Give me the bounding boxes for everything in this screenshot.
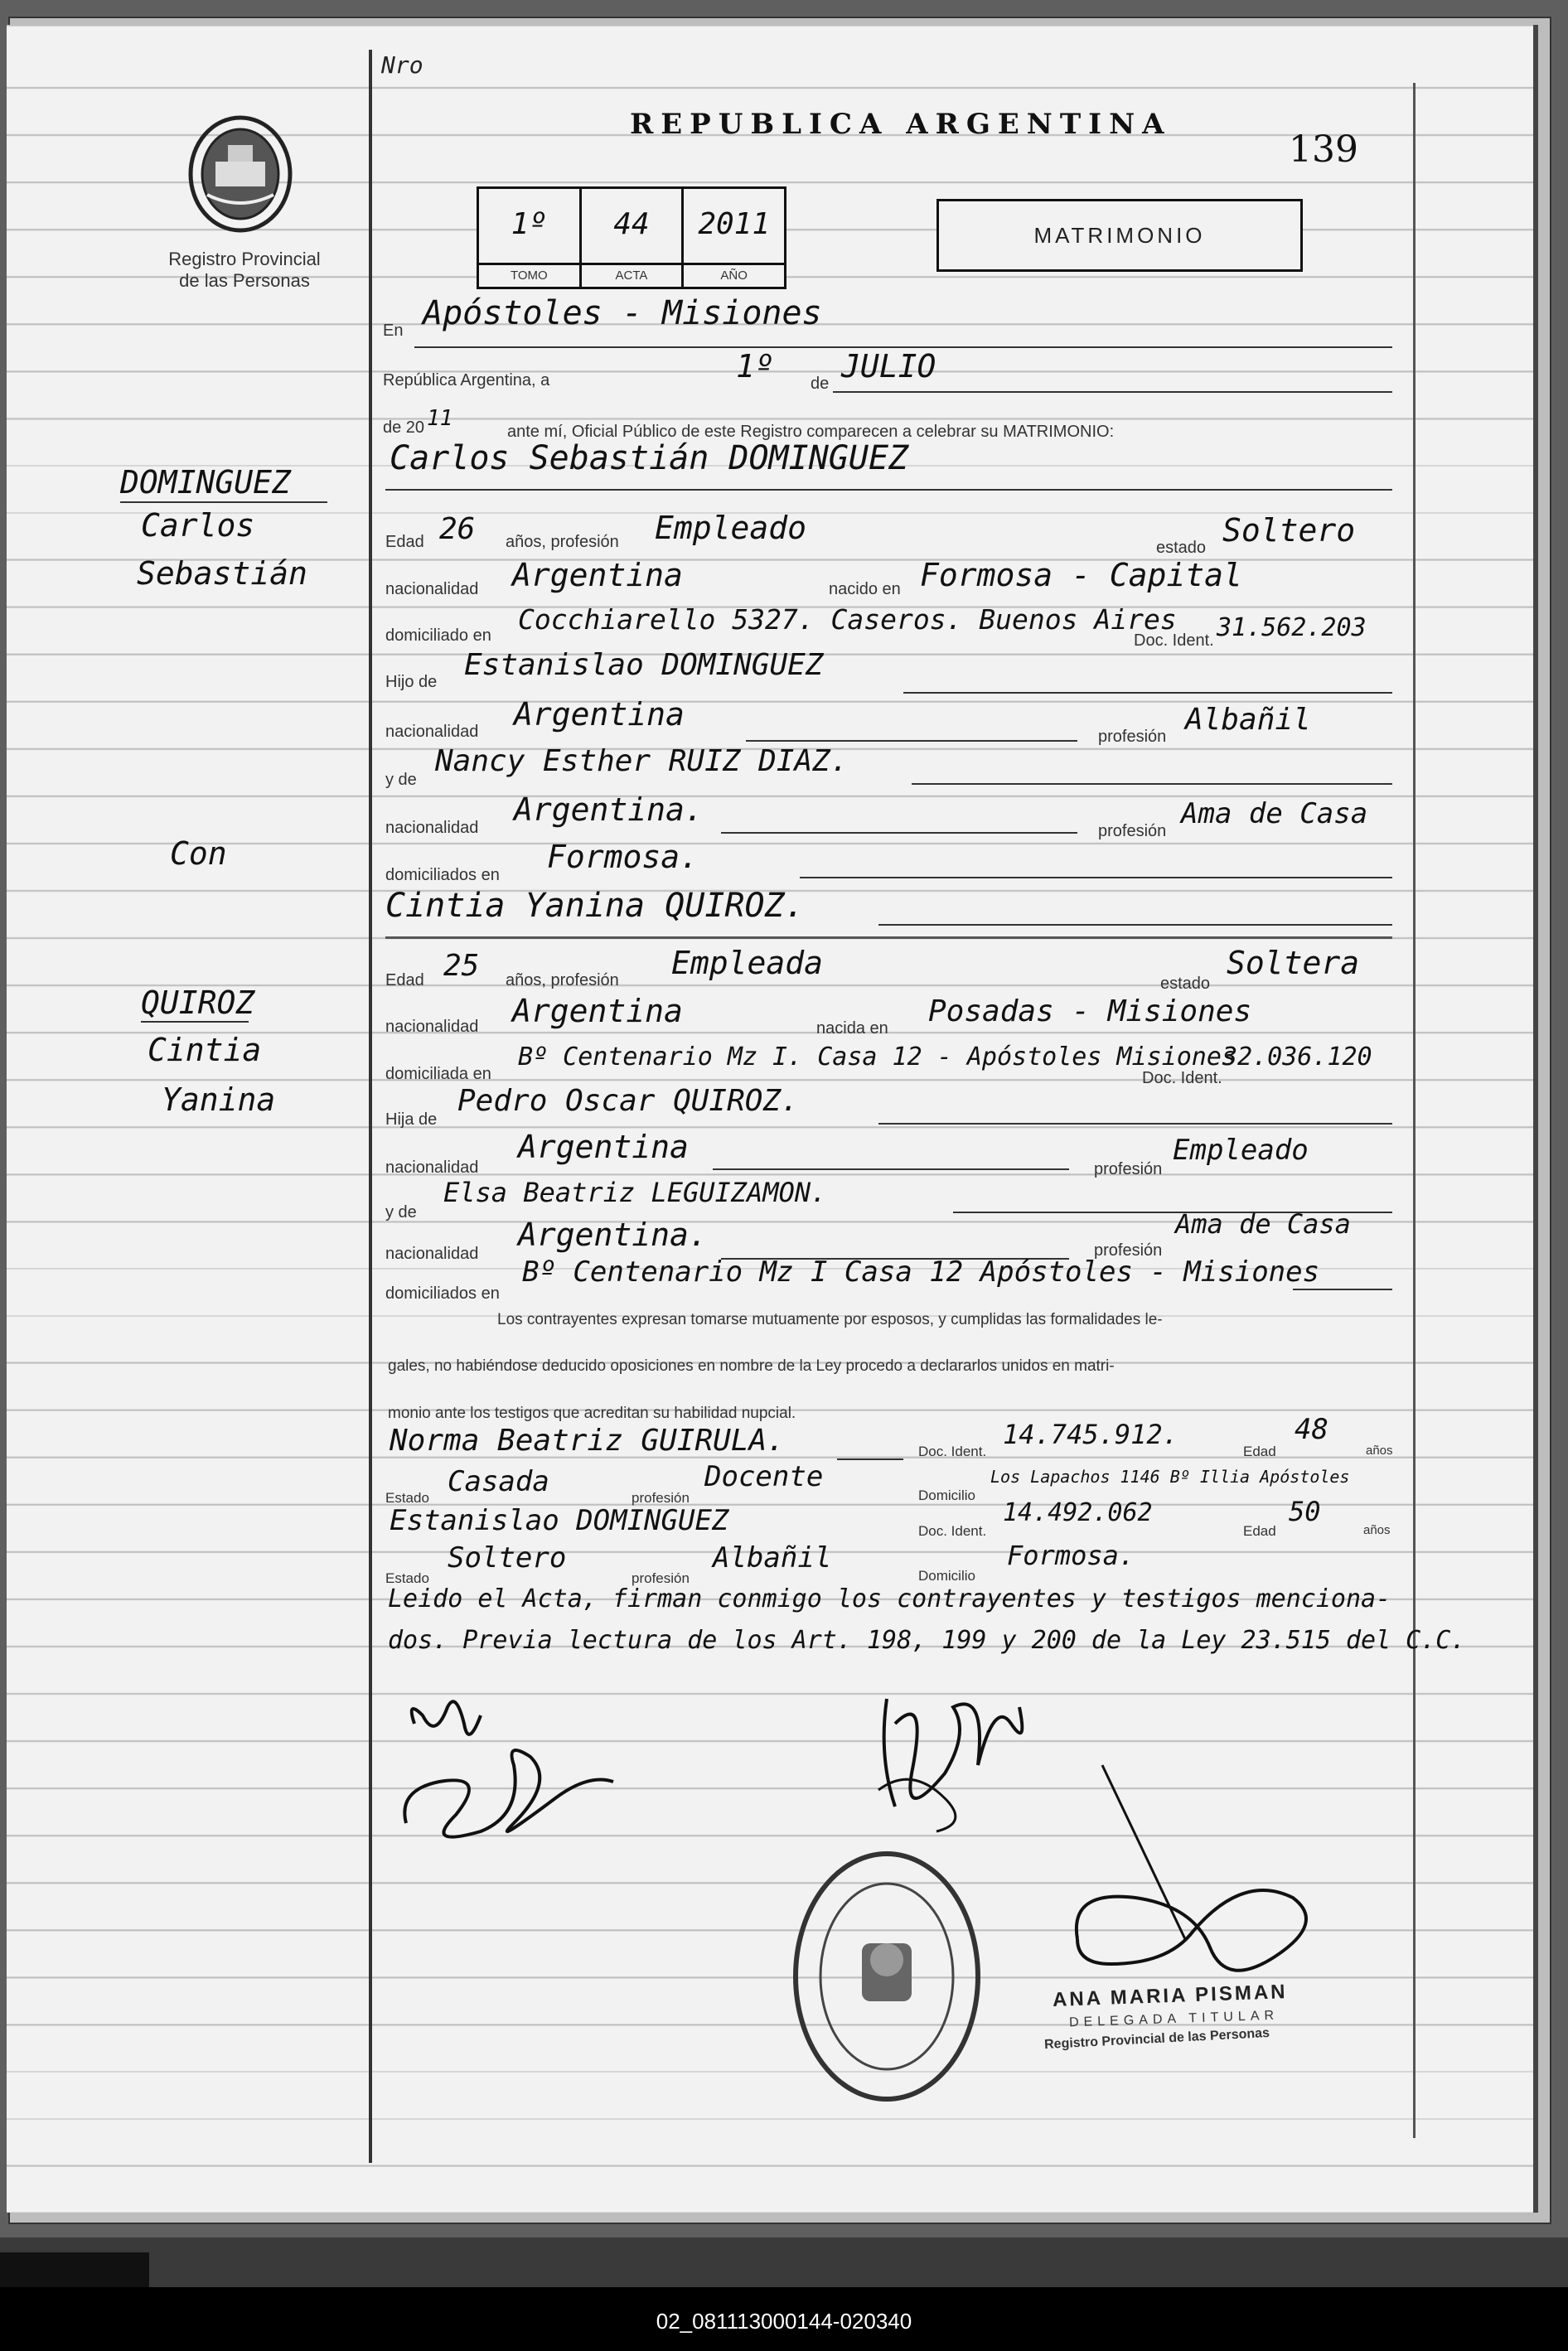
anio-label: AÑO (684, 263, 784, 287)
fill-line (903, 692, 1392, 694)
margin-con: Con (170, 835, 227, 872)
closing-line-2: dos. Previa lectura de los Art. 198, 199 y 200 de la Ley 23.515 del C.C. (388, 1626, 1466, 1655)
bride-profession: Empleada (671, 945, 824, 981)
label-domiciliados-en: domiciliados en (385, 866, 500, 884)
margin-groom-name2: Sebastián (137, 555, 307, 592)
label-domiciliados-en: domiciliados en (385, 1284, 500, 1303)
margin-underline (141, 1021, 249, 1023)
date-year-suffix: 11 (427, 406, 453, 431)
witness2-status: Soltero (448, 1541, 567, 1575)
label-estado: estado (1156, 539, 1207, 557)
witness2-name: Estanislao DOMINGUEZ (390, 1504, 729, 1537)
groom-doc: 31.562.203 (1217, 613, 1367, 642)
witness2-doc: 14.492.062 (1003, 1498, 1153, 1527)
label-edad: Edad (1243, 1523, 1276, 1539)
groom-parents-address: Formosa. (547, 839, 699, 875)
label-nacionalidad: nacionalidad (385, 723, 479, 741)
label-de-20: de 20 (383, 418, 425, 437)
label-estado: Estado (385, 1570, 429, 1586)
stamp-registry-name: Registro Provincial de las Personas (1043, 2025, 1270, 2053)
label-profesion: profesión (1098, 822, 1167, 840)
page-number: 139 (1289, 128, 1358, 171)
date-month: JULIO (841, 348, 936, 385)
acta-label: ACTA (582, 263, 682, 287)
groom-father: Estanislao DOMINGUEZ (464, 648, 824, 682)
margin-bride-surname: QUIROZ (141, 984, 255, 1021)
groom-status: Soltero (1222, 512, 1356, 549)
label-estado: estado (1160, 975, 1211, 993)
registry-name-line1: Registro Provincial (168, 249, 321, 269)
place-city: Apóstoles - Misiones (423, 294, 822, 332)
country-header: REPUBLICA ARGENTINA (630, 108, 1172, 141)
fill-line (721, 832, 1077, 834)
label-doc-ident: Doc. Ident. (918, 1444, 987, 1459)
label-estado: Estado (385, 1490, 429, 1506)
body-line-1: Los contrayentes expresan tomarse mutuamente por esposos, y cumplidas las formalidades le- (497, 1311, 1163, 1328)
label-ante-mi: ante mí, Oficial Público de este Registro comparecen a celebrar su MATRIMONIO: (507, 423, 1115, 441)
registry-seal-logo (182, 112, 298, 236)
witness1-doc: 14.745.912. (1003, 1419, 1178, 1450)
bride-full-name: Cintia Yanina QUIROZ. (385, 887, 805, 925)
fill-line (837, 1458, 903, 1460)
groom-mother-profession: Ama de Casa (1181, 797, 1368, 830)
fill-line (1293, 1289, 1392, 1290)
label-nacionalidad: nacionalidad (385, 580, 479, 598)
fill-line (746, 740, 1077, 742)
label-edad: Edad (385, 971, 424, 989)
section-divider (385, 936, 1392, 939)
label-domicilio: Domicilio (918, 1568, 975, 1584)
bride-mother-nationality: Argentina. (518, 1217, 708, 1253)
label-anios: años (1366, 1444, 1393, 1458)
registry-name (141, 249, 348, 292)
label-doc-ident: Doc. Ident. (1134, 631, 1214, 650)
margin-groom-surname: DOMINGUEZ (120, 464, 291, 501)
bride-mother: Elsa Beatriz LEGUIZAMON. (443, 1177, 827, 1208)
label-hijo-de: Hijo de (385, 673, 438, 691)
label-edad: Edad (385, 533, 424, 551)
closing-line-1: Leido el Acta, firman conmigo los contrayentes y testigos menciona- (388, 1584, 1391, 1613)
witness2-age: 50 (1289, 1496, 1321, 1527)
margin-underline (120, 501, 327, 503)
bride-mother-profession: Ama de Casa (1175, 1208, 1351, 1240)
margin-bride-name1: Cintia (148, 1032, 262, 1068)
fill-line (713, 1168, 1069, 1170)
nro-mark: Nro (381, 51, 423, 79)
bride-father: Pedro Oscar QUIROZ. (457, 1084, 799, 1118)
body-line-2: gales, no habiéndose deducido oposiciones en nombre de la Ley procedo a declararlos unidos en matri- (388, 1357, 1115, 1375)
fill-line (878, 924, 1392, 926)
stamp-official-name: ANA MARIA PISMAN (1052, 1981, 1288, 2011)
tomo-value: 1º (511, 207, 548, 241)
fill-line (912, 783, 1392, 785)
label-republica: República Argentina, a (383, 371, 550, 389)
groom-mother: Nancy Esther RUIZ DIAZ. (435, 744, 849, 778)
fill-line (800, 877, 1392, 878)
label-nacionalidad: nacionalidad (385, 1159, 479, 1177)
acta-value: 44 (613, 207, 650, 241)
date-day: 1º (736, 348, 774, 385)
fill-line (833, 391, 1392, 393)
witness1-status: Casada (448, 1465, 549, 1498)
acta-cell (582, 189, 685, 287)
label-profesion: profesión (1094, 1160, 1163, 1178)
label-profesion: profesión (1094, 1241, 1163, 1260)
stamp-official-role: DELEGADA TITULAR (1068, 2008, 1280, 2030)
fill-line (385, 489, 1392, 491)
signature-bride (862, 1674, 1053, 1840)
groom-mother-nationality: Argentina. (514, 791, 704, 828)
label-domiciliado-en: domiciliado en (385, 626, 491, 645)
groom-age: 26 (439, 512, 476, 546)
scan-bottom-edge (0, 2237, 1568, 2287)
bride-nationality: Argentina (512, 993, 683, 1029)
label-domicilio: Domicilio (918, 1488, 975, 1503)
label-y-de: y de (385, 1203, 417, 1221)
right-rule (1413, 83, 1416, 2138)
witness1-profession: Docente (704, 1460, 824, 1493)
label-edad: Edad (1243, 1444, 1276, 1459)
groom-father-nationality: Argentina (514, 696, 685, 733)
label-profesion: profesión (632, 1490, 690, 1506)
label-en: En (383, 322, 404, 340)
bride-father-nationality: Argentina (518, 1129, 689, 1165)
witness1-name: Norma Beatriz GUIRULA. (390, 1424, 785, 1458)
label-anios-profesion: años, profesión (506, 533, 619, 551)
anio-value: 2011 (698, 207, 771, 241)
label-nacido-en: nacido en (829, 580, 901, 598)
label-anios: años (1363, 1523, 1391, 1537)
bride-age: 25 (443, 949, 480, 983)
anio-cell (684, 189, 784, 287)
tomo-label: TOMO (479, 263, 579, 287)
registry-name-line2: de las Personas (179, 270, 310, 291)
label-profesion: profesión (632, 1570, 690, 1586)
scan-identifier: 02_081113000144-020340 (656, 2309, 912, 2334)
groom-full-name: Carlos Sebastián DOMINGUEZ (390, 439, 909, 477)
label-hija-de: Hija de (385, 1110, 438, 1129)
groom-nationality: Argentina (512, 557, 683, 593)
witness1-age: 48 (1295, 1413, 1328, 1446)
label-doc-ident: Doc. Ident. (918, 1523, 987, 1539)
groom-address: Cocchiarello 5327. Caseros. Buenos Aires (518, 603, 1177, 636)
bride-parents-address: Bº Centenario Mz I Casa 12 Apóstoles - Misiones (522, 1255, 1320, 1289)
signature-groom (390, 1691, 622, 1856)
label-profesion: profesión (1098, 728, 1167, 746)
official-seal-stamp (787, 1844, 986, 2109)
margin-groom-name1: Carlos (141, 507, 255, 544)
margin-bride-name2: Yanina (162, 1081, 276, 1118)
label-nacionalidad: nacionalidad (385, 1018, 479, 1036)
label-anios-profesion: años, profesión (506, 971, 619, 989)
bride-address: Bº Centenario Mz I. Casa 12 - Apóstoles Misiones (518, 1042, 1236, 1071)
label-nacionalidad: nacionalidad (385, 819, 479, 837)
bride-father-profession: Empleado (1173, 1134, 1309, 1167)
margin-rule (369, 50, 372, 2163)
bride-status: Soltera (1227, 945, 1360, 981)
bride-birthplace: Posadas - Misiones (928, 994, 1252, 1028)
document-type-box: MATRIMONIO (936, 199, 1303, 272)
label-nacionalidad: nacionalidad (385, 1245, 479, 1263)
groom-profession: Empleado (655, 510, 807, 546)
registry-table (477, 186, 786, 289)
witness2-address: Formosa. (1007, 1540, 1135, 1571)
groom-birthplace: Formosa - Capital (920, 557, 1242, 593)
witness2-profession: Albañil (713, 1541, 832, 1575)
body-line-3: monio ante los testigos que acreditan su habilidad nupcial. (388, 1405, 796, 1422)
label-doc-ident: Doc. Ident. (1142, 1069, 1222, 1087)
witness1-address: Los Lapachos 1146 Bº Illia Apóstoles (990, 1467, 1350, 1487)
signature-official (1061, 1757, 1326, 1989)
fill-line (878, 1123, 1392, 1125)
label-y-de: y de (385, 771, 417, 789)
label-domiciliada-en: domiciliada en (385, 1065, 491, 1083)
tomo-cell (479, 189, 582, 287)
label-de: de (811, 375, 830, 393)
groom-father-profession: Albañil (1185, 703, 1311, 737)
label-nacida-en: nacida en (816, 1019, 888, 1038)
scan-corner-shadow (0, 2252, 149, 2287)
bride-doc: 32.036.120 (1222, 1042, 1372, 1071)
